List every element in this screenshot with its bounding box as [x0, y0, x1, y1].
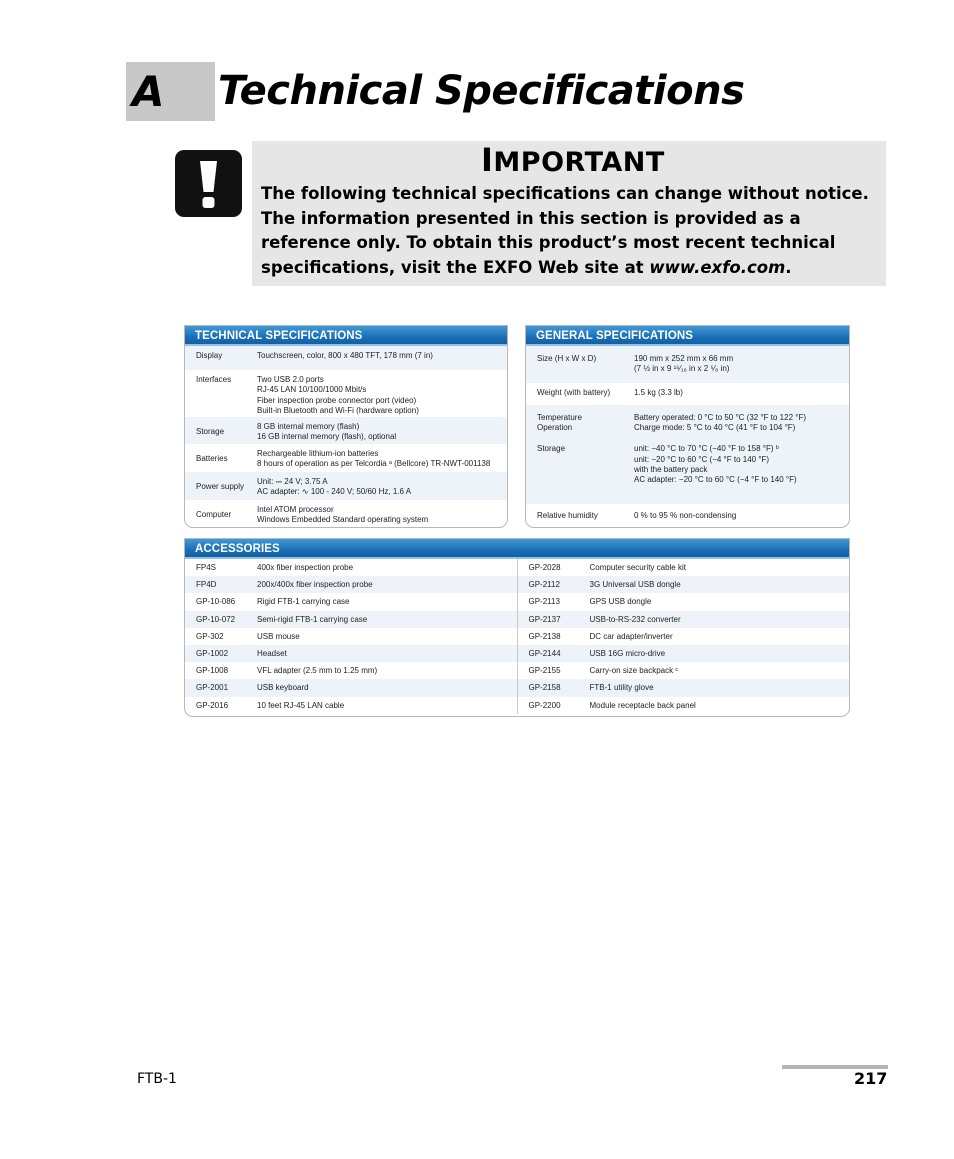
spec-row-interfaces	[185, 370, 507, 417]
accessory-code: GP-10-086	[196, 597, 236, 607]
spec-row-weight	[526, 383, 849, 405]
spec-value: Two USB 2.0 ports RJ-45 LAN 10/100/1000 Mbit/s Fiber inspection probe connector port (video) Built-in Bluetooth and Wi-Fi (hardware option)	[257, 375, 419, 416]
chapter-letter: A	[132, 67, 165, 116]
accessories-table	[184, 538, 850, 717]
footer-product-name: FTB-1	[137, 1071, 177, 1087]
technical-specifications-header: TECHNICAL SPECIFICATIONS	[185, 326, 507, 346]
spec-label: Temperature Operation Storage	[537, 413, 582, 454]
accessory-code: GP-2028	[528, 563, 561, 572]
spec-value: Touchscreen, color, 800 x 480 TFT, 178 mm (7 in)	[257, 351, 433, 360]
accessory-row	[518, 611, 850, 628]
accessory-description: GPS USB dongle	[589, 597, 652, 607]
important-heading	[481, 141, 665, 179]
accessory-row	[518, 593, 850, 610]
spec-row-display	[185, 346, 507, 370]
general-specifications-header: GENERAL SPECIFICATIONS	[526, 326, 849, 346]
spec-label: Weight (with battery)	[537, 388, 611, 397]
accessory-description: 200x/400x fiber inspection probe	[257, 580, 373, 590]
accessory-code: FP4D	[196, 580, 217, 590]
accessory-row	[185, 593, 517, 610]
spec-value: Rechargeable lithium-ion batteries 8 hours of operation as per Telcordia ᵃ (Bellcore) TR-NWT-001138	[257, 449, 491, 469]
spec-label: Batteries	[196, 454, 228, 463]
accessory-description: Carry-on size backpack ᶜ	[589, 666, 679, 676]
spec-row-temperature	[526, 405, 849, 504]
accessory-row	[518, 628, 850, 645]
exclamation-icon	[175, 150, 242, 217]
spec-row-batteries	[185, 444, 507, 472]
spec-value: Unit: ⎓ 24 V; 3.75 A AC adapter: ∿ 100 - 240 V; 50/60 Hz, 1.6 A	[257, 477, 412, 497]
accessory-row	[185, 628, 517, 645]
accessory-code: GP-2001	[196, 683, 229, 693]
important-heading-initial: I	[481, 141, 494, 179]
spec-label: Computer	[196, 510, 232, 519]
accessory-row	[185, 559, 517, 576]
accessory-description: USB keyboard	[257, 683, 309, 693]
accessory-code: GP-1008	[196, 666, 229, 676]
accessory-row	[518, 697, 850, 714]
accessory-code: GP-2137	[528, 614, 561, 624]
accessories-left-column	[185, 559, 518, 714]
accessory-code: FP4S	[196, 563, 217, 572]
spec-label: Relative humidity	[537, 511, 598, 520]
important-text	[261, 182, 881, 280]
accessory-description: FTB-1 utility glove	[589, 683, 654, 693]
accessory-description: 400x fiber inspection probe	[257, 563, 354, 572]
spec-row-size	[526, 346, 849, 383]
spec-label: Storage	[196, 427, 225, 436]
accessory-row	[185, 679, 517, 696]
accessory-code: GP-2200	[528, 700, 561, 710]
spec-row-computer	[185, 500, 507, 528]
spec-value: 190 mm x 252 mm x 66 mm (7 ½ in x 9 ¹⁵⁄₁₆ in x 2 ⁵⁄₈ in)	[634, 354, 734, 374]
spec-row-power-supply	[185, 472, 507, 500]
accessory-row	[518, 645, 850, 662]
accessory-description: Semi-rigid FTB-1 carrying case	[257, 614, 368, 624]
general-specifications-table	[525, 325, 850, 528]
accessory-code: GP-2016	[196, 700, 229, 710]
important-text-main: The following technical specifications can change without notice. The information presented in this section is provided as a reference only. To obtain this product’s most recent technical specifications, visit the EXFO Web site at	[261, 184, 869, 277]
technical-specifications-table	[184, 325, 508, 528]
accessory-code: GP-2113	[528, 597, 560, 607]
accessory-description: USB mouse	[257, 631, 300, 641]
accessory-description: USB-to-RS-232 converter	[589, 614, 681, 624]
accessory-description: Computer security cable kit	[589, 563, 686, 572]
accessory-description: Headset	[257, 648, 287, 658]
page-title: Technical Specifications	[218, 68, 745, 114]
accessory-row	[185, 697, 517, 714]
spec-label: Power supply	[196, 482, 245, 491]
accessory-code: GP-2158	[528, 683, 561, 693]
spec-row-relative-humidity	[526, 504, 849, 526]
spec-label: Size (H x W x D)	[537, 354, 597, 363]
accessory-description: DC car adapter/inverter	[589, 631, 673, 641]
page-number: 217	[854, 1069, 888, 1088]
spec-label: Display	[196, 351, 223, 360]
spec-value: Battery operated: 0 °C to 50 °C (32 °F to 122 °F) Charge mode: 5 °C to 40 °C (41 °F to 104 °F) unit: −40 °C to 70 °C (−40 °F to 158 °F) ᵇ unit: −20 °C to 60 °C (−4 °F to 140 °F) with the battery pack AC adapter: −20 °C to 60 °C (−4 °F to 140 °F)	[634, 413, 806, 485]
spec-value: 1.5 kg (3.3 lb)	[634, 388, 683, 397]
accessory-row	[185, 645, 517, 662]
accessory-description: Rigid FTB-1 carrying case	[257, 597, 350, 607]
accessory-description: 3G Universal USB dongle	[589, 580, 681, 590]
accessory-code: GP-2138	[528, 631, 561, 641]
accessory-description: USB 16G micro-drive	[589, 648, 666, 658]
accessory-row	[185, 611, 517, 628]
accessories-right-column	[518, 559, 850, 714]
accessory-code: GP-2155	[528, 666, 561, 676]
accessory-row	[185, 662, 517, 679]
spec-value: 0 % to 95 % non-condensing	[634, 511, 737, 520]
spec-label: Interfaces	[196, 375, 232, 384]
important-text-end: .	[785, 257, 792, 277]
accessory-description: 10 feet RJ-45 LAN cable	[257, 700, 345, 710]
accessory-description: Module receptacle back panel	[589, 700, 696, 710]
accessory-code: GP-2144	[528, 648, 561, 658]
accessory-code: GP-302	[196, 631, 224, 641]
spec-value: Intel ATOM processor Windows Embedded Standard operating system	[257, 505, 429, 525]
accessory-row	[518, 679, 850, 696]
spec-row-storage	[185, 417, 507, 444]
accessory-code: GP-1002	[196, 648, 229, 658]
accessories-header: ACCESSORIES	[185, 539, 849, 559]
accessory-description: VFL adapter (2.5 mm to 1.25 mm)	[257, 666, 378, 676]
accessory-row	[518, 662, 850, 679]
spec-value: 8 GB internal memory (flash) 16 GB internal memory (flash), optional	[257, 422, 397, 442]
accessory-code: GP-10-072	[196, 614, 236, 624]
accessory-row	[185, 576, 517, 593]
exfo-website-link[interactable]: www.exfo.com	[649, 257, 786, 277]
important-heading-rest: MPORTANT	[493, 147, 665, 178]
accessory-row	[518, 559, 850, 576]
accessory-row	[518, 576, 850, 593]
accessory-code: GP-2112	[528, 580, 560, 590]
